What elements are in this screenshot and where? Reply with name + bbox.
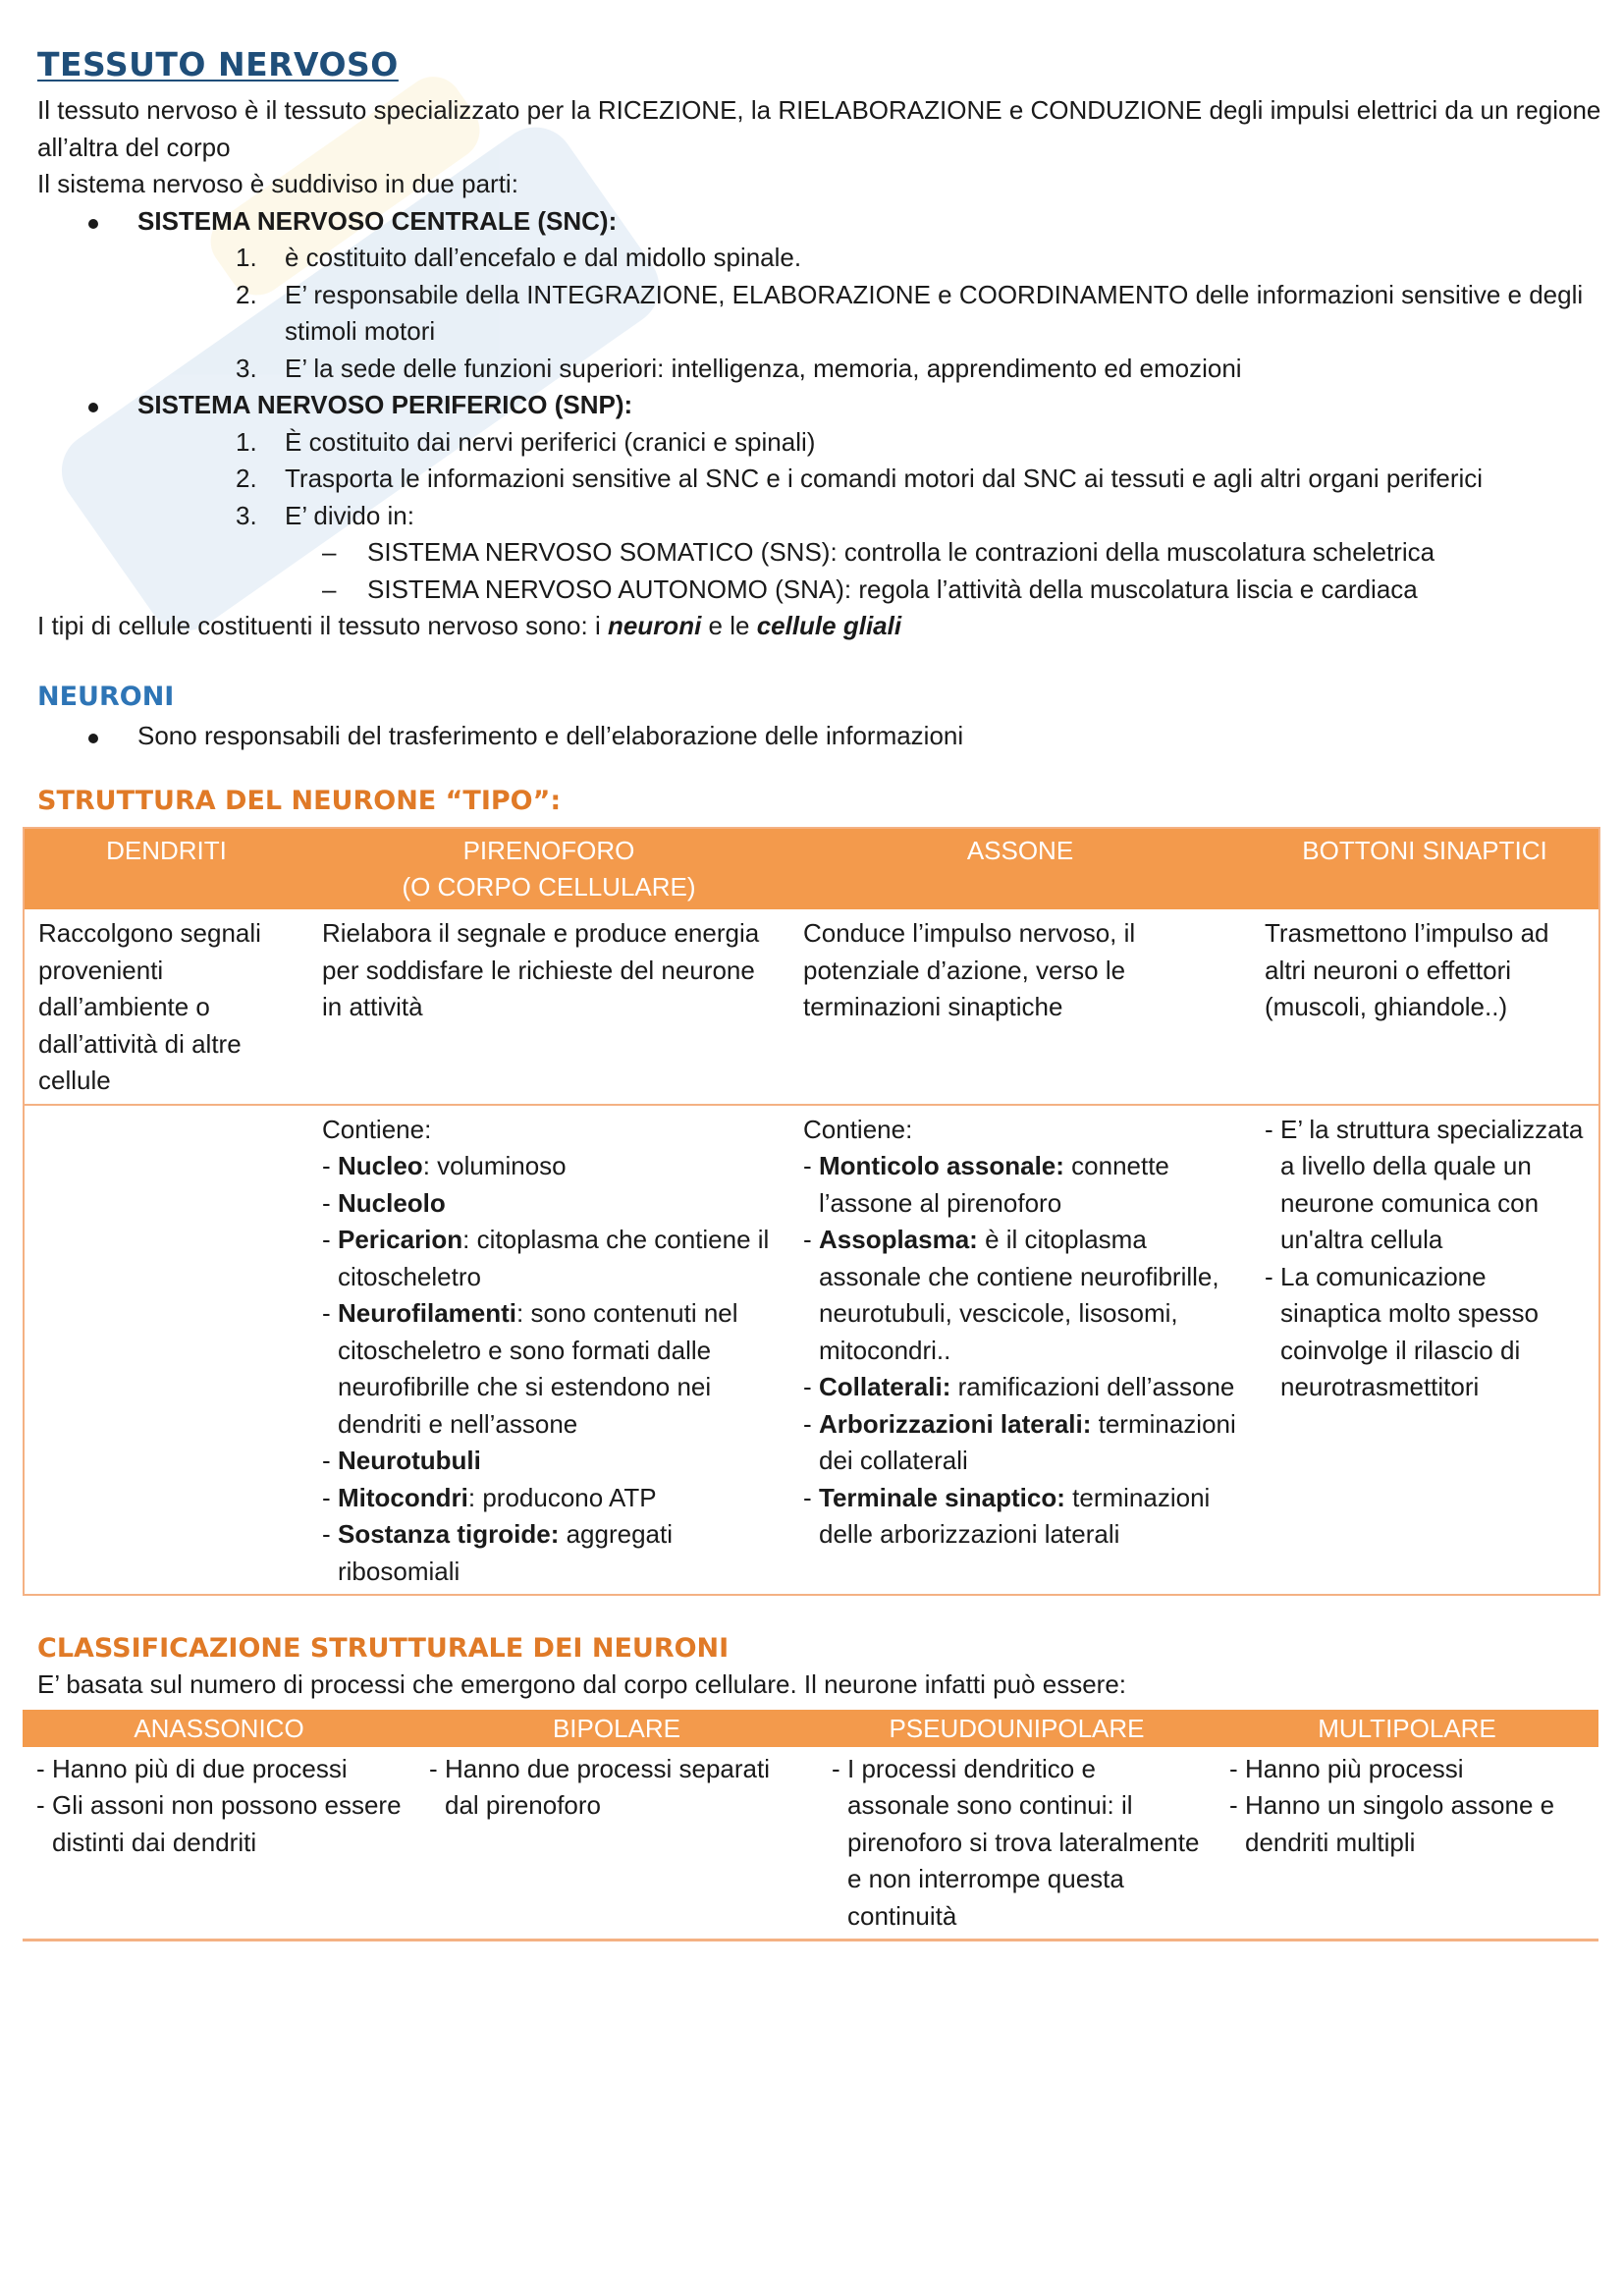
table-cell: Conduce l’impulso nervoso, il potenziale d’azione, verso le terminazioni sinaptiche — [789, 909, 1251, 1105]
col-header-bipolare: BIPOLARE — [415, 1710, 818, 1747]
classificazione-heading: CLASSIFICAZIONE STRUTTURALE DEI NEURONI — [37, 1633, 730, 1664]
col-header-bottoni: BOTTONI SINAPTICI — [1251, 828, 1599, 909]
intro-paragraph: Il tessuto nervoso è il tessuto specializzato per la RICEZIONE, la RIELABORAZIONE e CONDUZIONE degli impulsi elettrici da un regione all’altra del corpo — [37, 95, 1601, 162]
list-item: 3. E’ divido in: — [236, 500, 414, 530]
list-item: - Collaterali: ramificazioni dell’assone — [803, 1372, 1235, 1401]
list-item: - Sostanza tigroide: aggregati ribosomiali — [322, 1519, 674, 1586]
col-header-multipolare: MULTIPOLARE — [1216, 1710, 1598, 1747]
neuroni-bullet: Sono responsabili del trasferimento e dell’elaborazione delle informazioni — [37, 718, 1608, 755]
list-item: 2. Trasporta le informazioni sensitive al SNC e i comandi motori dal SNC ai tessuti e agli altri organi periferici — [236, 464, 1484, 493]
list-item: 1. È costituito dai nervi periferici (cranici e spinali) — [236, 426, 816, 457]
list-item: - Hanno più di due processi — [36, 1753, 348, 1783]
col-header-pirenoforo: PIRENOFORO (O CORPO CELLULARE) — [308, 828, 789, 909]
list-item: - Neurotubuli — [322, 1446, 481, 1475]
list-item: - Hanno due processi separati dal pirenoforo — [429, 1753, 770, 1820]
assone-contents: Contiene: - Monticolo assonale: connette l’assone al pirenoforo - Assoplasma: è il citoplasma assonale che contiene neurofibrille, neurotubuli, vescicole, lisosomi, mitocondri.. - Collaterali: ramificazioni dell’assone - Arborizzazioni laterali: terminazioni dei collaterali - Terminale sinaptico: terminazioni delle arborizzazioni laterali — [789, 1105, 1251, 1596]
table-cell: Rielabora il segnale e produce energia per soddisfare le richieste del neurone in attività — [308, 909, 789, 1105]
list-item: - Hanno un singolo assone e dendriti multipli — [1229, 1790, 1555, 1857]
cell-types-sentence: I tipi di cellule costituenti il tessuto nervoso sono: i neuroni e le cellule gliali — [37, 611, 902, 640]
list-item: - Gli assoni non possono essere distinti dai dendriti — [36, 1790, 402, 1857]
table-cell — [1216, 1747, 1598, 1941]
list-item: 1. è costituito dall’encefalo e dal midollo spinale. — [236, 243, 802, 272]
list-item: 3. E’ la sede delle funzioni superiori: intelligenza, memoria, apprendimento ed emozioni — [236, 353, 1242, 383]
list-item: - E’ la struttura specializzata a livello della quale un neurone comunica con un'altra cellula — [1265, 1114, 1584, 1254]
struttura-heading: STRUTTURA DEL NEURONE “TIPO”: — [37, 786, 562, 816]
table-cell — [24, 1105, 308, 1596]
neuroni-heading: NEURONI — [37, 681, 175, 712]
list-item: - La comunicazione sinaptica molto spesso coinvolge il rilascio di neurotrasmettitori — [1265, 1261, 1540, 1401]
col-header-pseudounipolare: PSEUDOUNIPOLARE — [818, 1710, 1216, 1747]
table-cell — [818, 1747, 1216, 1941]
snp-list — [37, 424, 1608, 609]
list-item: - Hanno più processi — [1229, 1753, 1464, 1783]
list-item: - Assoplasma: è il citoplasma assonale che contiene neurofibrille, neurotubuli, vescicole, lisosomi, mitocondri.. — [803, 1225, 1219, 1365]
snc-list — [37, 240, 1608, 387]
sub-list-item: – SISTEMA NERVOSO AUTONOMO (SNA): regola l’attività della muscolatura liscia e cardiaca — [322, 574, 1418, 604]
list-item: - Mitocondri: producono ATP — [322, 1482, 657, 1512]
snp-heading: SISTEMA NERVOSO PERIFERICO (SNP): — [37, 387, 1608, 424]
table-cell — [23, 1747, 415, 1941]
pirenoforo-contents: Contiene: - Nucleo: voluminoso - Nucleolo - Pericarion: citoplasma che contiene il citoscheletro - Neurofilamenti: sono contenuti nel citoscheletro e sono formati dalle neurofibrille che si estendono nei dendriti e nell’assone - Neurotubuli - Mitocondri: producono ATP - Sostanza tigroide: aggregati ribosomiali — [308, 1105, 789, 1596]
list-item: - Arborizzazioni laterali: terminazioni dei collaterali — [803, 1408, 1236, 1475]
snc-heading: SISTEMA NERVOSO CENTRALE (SNC): — [37, 203, 1608, 241]
document-page — [37, 43, 1608, 1941]
col-header-dendriti: DENDRITI — [24, 828, 308, 909]
sub-list-item: – SISTEMA NERVOSO SOMATICO (SNS): controlla le contrazioni della muscolatura scheletrica — [322, 537, 1435, 567]
col-header-anassonico: ANASSONICO — [23, 1710, 415, 1747]
table-cell: Trasmettono l’impulso ad altri neuroni o effettori (muscoli, ghiandole..) — [1251, 909, 1599, 1105]
list-item: - I processi dendritico e assonale sono continui: il pirenoforo si trova lateralmente e non interrompe questa continuità — [832, 1753, 1200, 1931]
classificazione-intro: E’ basata sul numero di processi che emergono dal corpo cellulare. Il neurone infatti può essere: — [37, 1669, 1126, 1699]
page-title: TESSUTO NERVOSO — [37, 45, 399, 83]
list-item: - Monticolo assonale: connette l’assone al pirenoforo — [803, 1151, 1169, 1218]
bottoni-contents — [1251, 1105, 1599, 1596]
neuron-structure-table — [23, 827, 1600, 1596]
list-item: - Terminale sinaptico: terminazioni delle arborizzazioni laterali — [803, 1482, 1211, 1549]
col-header-assone: ASSONE — [789, 828, 1251, 909]
table-cell: Raccolgono segnali provenienti dall’ambiente o dall’attività di altre cellule — [24, 909, 308, 1105]
neuron-classification-table — [23, 1710, 1598, 1942]
list-item: - Nucleo: voluminoso — [322, 1151, 567, 1180]
table-cell — [415, 1747, 818, 1941]
list-item: - Nucleolo — [322, 1187, 446, 1218]
list-item: - Pericarion: citoplasma che contiene il citoscheletro — [322, 1225, 770, 1291]
list-item: - Neurofilamenti: sono contenuti nel citoscheletro e sono formati dalle neurofibrille che si estendono nei dendriti e nell’assone — [322, 1298, 738, 1439]
intro-subdivision: Il sistema nervoso è suddiviso in due parti: — [37, 169, 518, 198]
list-item: 2. E’ responsabile della INTEGRAZIONE, ELABORAZIONE e COORDINAMENTO delle informazioni sensitive e degli stimoli motori — [236, 279, 1584, 346]
